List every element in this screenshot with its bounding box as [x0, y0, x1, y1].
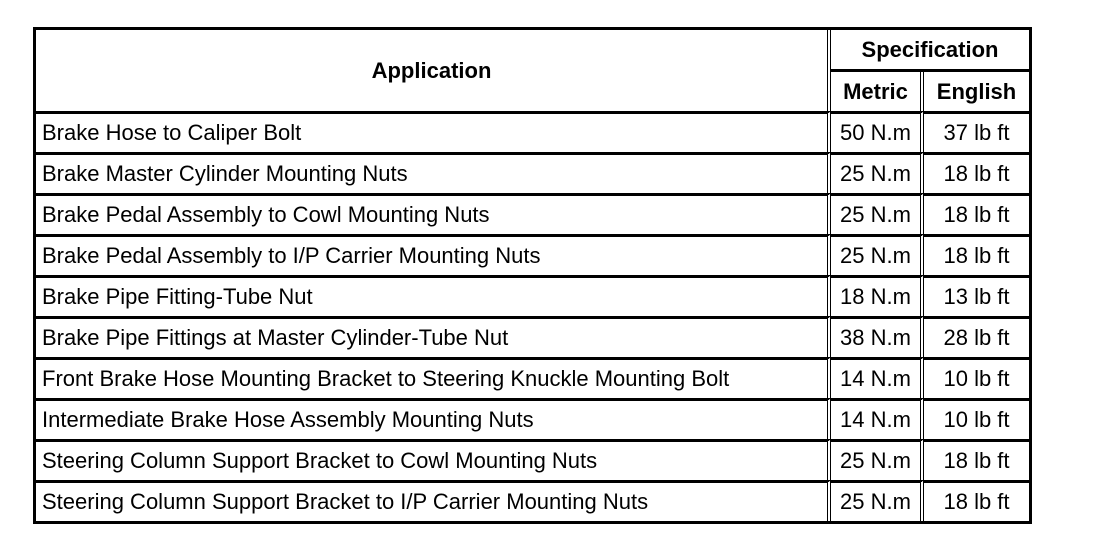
metric-cell: 25 N.m: [831, 193, 924, 234]
english-cell: 18 lb ft: [924, 439, 1029, 480]
table-row: [36, 480, 1029, 521]
metric-cell: 14 N.m: [831, 398, 924, 439]
english-cell: 18 lb ft: [924, 234, 1029, 275]
english-cell: 18 lb ft: [924, 480, 1029, 521]
table-body: [36, 111, 1029, 521]
application-cell: Front Brake Hose Mounting Bracket to Steering Knuckle Mounting Bolt: [36, 357, 831, 398]
torque-specification-table: [33, 27, 1032, 524]
table-row: [36, 152, 1029, 193]
table-row: [36, 234, 1029, 275]
header-row: [36, 30, 1029, 72]
table-row: [36, 193, 1029, 234]
metric-cell: 25 N.m: [831, 152, 924, 193]
table-row: [36, 111, 1029, 152]
metric-cell: 14 N.m: [831, 357, 924, 398]
application-cell: Steering Column Support Bracket to I/P Carrier Mounting Nuts: [36, 480, 831, 521]
table-header: [36, 30, 1029, 111]
english-cell: 37 lb ft: [924, 111, 1029, 152]
application-cell: Brake Pipe Fittings at Master Cylinder-Tube Nut: [36, 316, 831, 357]
metric-cell: 25 N.m: [831, 439, 924, 480]
english-header: English: [936, 78, 1017, 104]
metric-cell: 25 N.m: [831, 234, 924, 275]
application-cell: Brake Master Cylinder Mounting Nuts: [36, 152, 831, 193]
metric-cell: 18 N.m: [831, 275, 924, 316]
english-cell: 18 lb ft: [924, 152, 1029, 193]
application-cell: Brake Pedal Assembly to Cowl Mounting Nuts: [36, 193, 831, 234]
english-cell: 10 lb ft: [924, 357, 1029, 398]
english-cell: 28 lb ft: [924, 316, 1029, 357]
table-row: [36, 357, 1029, 398]
table-row: [36, 316, 1029, 357]
english-cell: 18 lb ft: [924, 193, 1029, 234]
application-cell: Intermediate Brake Hose Assembly Mounting Nuts: [36, 398, 831, 439]
english-cell: 13 lb ft: [924, 275, 1029, 316]
application-cell: Brake Pipe Fitting-Tube Nut: [36, 275, 831, 316]
metric-cell: 25 N.m: [831, 480, 924, 521]
application-header: Application: [36, 30, 831, 111]
english-cell: 10 lb ft: [924, 398, 1029, 439]
application-cell: Brake Hose to Caliper Bolt: [36, 111, 831, 152]
table-row: [36, 398, 1029, 439]
metric-cell: 50 N.m: [831, 111, 924, 152]
table-row: [36, 275, 1029, 316]
metric-cell: 38 N.m: [831, 316, 924, 357]
specification-header: Specification: [831, 30, 1029, 72]
application-cell: Brake Pedal Assembly to I/P Carrier Mounting Nuts: [36, 234, 831, 275]
table-row: [36, 439, 1029, 480]
metric-header: Metric: [831, 72, 924, 111]
application-cell: Steering Column Support Bracket to Cowl Mounting Nuts: [36, 439, 831, 480]
